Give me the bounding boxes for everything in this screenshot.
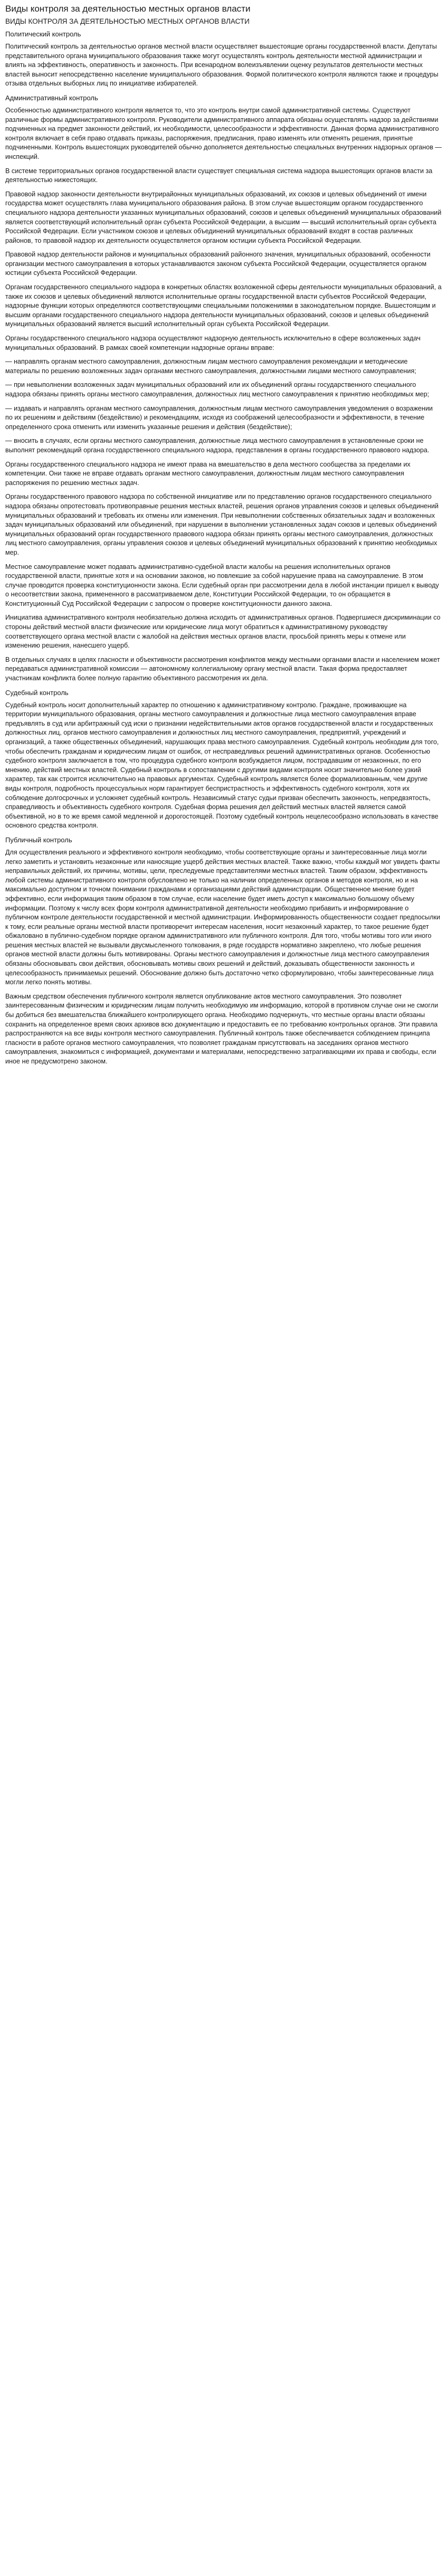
section-heading: Публичный контроль	[5, 835, 72, 844]
list-item: — вносить в случаях, если органы местного самоуправления, должностные лица местного самоуправления в установленные сроки не выполнят рекомендаций органа государственного специального надзора, представления в органы государственного правового надзора.	[5, 437, 430, 454]
paragraph: Органам государственного специального надзора в конкретных областях возложенной сферы деятельности муниципальных образований, а также их союзов и целевых объединений являются исполнительные органы государственной власти субъектов Российской Федерации, надзорные функции которых определяются соответствующими специальными положениями в законодательном порядке. Вышестоящим и высшим органами государственного специального надзора деятельности муниципальных образований, союзов и целевых объединений муниципальных образований является высший исполнительный орган субъекта Российской Федерации.	[5, 283, 442, 328]
section-heading: Административный контроль	[5, 93, 98, 102]
paragraph: Органы государственного правового надзора по собственной инициативе или по представлению органов государственного специального надзора обязаны опротестовать противоправные решения местных властей, решения органов управления союзов и целевых объединений муниципальных образований и требовать их отмены или изменения. При невыполнении собственных обязательных задач и возложенных задач муниципальных образований или объединений, при нарушении в выполнении установленных задач союзов и целевых объединений муниципальных образований орган государственного правового надзора обязан принять органы местного самоуправления, должностных лиц местного самоуправления, органы управления союзов и целевых объединений муниципальных образований к принятию необходимых мер.	[5, 493, 439, 556]
page-subtitle: ВИДЫ КОНТРОЛЯ ЗА ДЕЯТЕЛЬНОСТЬЮ МЕСТНЫХ ОРГАНОВ ВЛАСТИ	[5, 17, 250, 25]
paragraph: Правовой надзор законности деятельности внутрирайонных муниципальных образований, их союзов и целевых объединений от имени государства может осуществлять глава муниципального образования района. В этом случае вышестоящим органом государственного специального надзора деятельности указанных муниципальных образований, союзов и целевых объединений муниципальных образований является соответствующий исполнительный орган субъекта Российской Федерации, а высшим — высший исполнительный орган субъекта Российской Федерации. Если участником союзов и целевых объединений муниципальных образований входят в состав различных районов, то правовой надзор их деятельности осуществляется органом юстиции субъекта Российской Федерации.	[5, 190, 442, 244]
paragraph: Органы государственного специального надзора не имеют права на вмешательство в дела местного сообщества за пределами их компетенции. Они также не вправе отдавать органам местного самоуправления, должностным лицам местного самоуправления распоряжения по решению местных задач.	[5, 460, 411, 487]
section-heading: Судебный контроль	[5, 688, 69, 697]
section-administrative	[5, 93, 442, 683]
paragraph: Для осуществления реального и эффективного контроля необходимо, чтобы соответствующие органы и заинтересованные лица могли легко заметить и установить незаконные или наносящие ущерб действия местных властей. Также важно, чтобы каждый мог увидеть факты неправильных действий, их причины, мотивы, цели, преследуемые представителями местных властей. Таким образом, эффективность любой системы административного контроля обусловлено не только на наличии определенных органов и методов контроля, но и на максимально доступном и точном понимании гражданами и организациями действий администрации. Общественное мнение будет эффективно, если информация таким образом в том случае, если население будет иметь доступ к максимально большому объему информации. Поэтому к числу всех форм контроля административной деятельности необходимо прибавить и информирование о публичном контроле деятельности государственной и местной администрации. Информированность общественности создает предпосылки к тому, если реальные органы местной власти противоречит интересам населения, носит незаконный характер, то такое решение будет обжаловано в публично-судебном порядке органом административного или публичного контроля. Для того, чтобы мотивы того или иного решения местных властей не вызывали двусмысленного толкования, в ряде государств нормативно закреплено, что любые решения органов местной власти должны быть мотивированы. Органы местного самоуправления и должностные лица местного самоуправления обязаны обосновывать свои действия, обосновывать мотивы своих решений и действий, доказывать общественности законность и целесообразность принимаемых решений. Обоснование должно быть достаточно четко сформулировано, чтобы заинтересованные лица могли легко понять мотивы.	[5, 848, 441, 986]
paragraph: В отдельных случаях в целях гласности и объективности рассмотрения конфликтов между местными органами власти и населением может передаваться административной комиссии — автономному коллегиальному органу местной власти. Такая форма предоставляет участникам конфликта более полную гарантию объективного рассмотрения их дела.	[5, 655, 440, 682]
paragraph: Правовой надзор деятельности районов и муниципальных образований районного значения, муниципальных образований, особенности организации местного самоуправления в которых устанавливаются законом субъекта Российской Федерации, осуществляется органом юстиции субъекта Российской Федерации.	[5, 251, 431, 277]
paragraph: Особенностью административного контроля является то, что это контроль внутри самой административной системы. Существуют различные формы административного контроля. Руководители административного аппарата обязаны осуществлять надзор за действиями подчиненных на предмет законности действий, их необходимости, целесообразности и эффективности. Данная форма административного контроля включает в себя право отдавать приказы, распоряжения, предписания, право изменять или отменять решения, принятые подчиненными. Контроль вышестоящих руководителей обычно дополняется деятельностью специальных внутренних надзорных органов — инспекций.	[5, 106, 442, 160]
list-item: — направлять органам местного самоуправления, должностным лицам местного самоуправления рекомендации и методические материалы по решению возложенных задач органами местного самоуправления, должностными лицами местного самоуправления;	[5, 358, 416, 375]
paragraph: Органы государственного специального надзора осуществляют надзорную деятельность исключительно в сфере возложенных задач муниципальных образований. В рамках своей компетенции надзорные органы вправе:	[5, 335, 421, 351]
list-item: — издавать и направлять органам местного самоуправления, должностным лицам местного самоуправления уведомления о возражении по их решениям и действиям (бездействию) и рекомендациям, исходя из соображений целесообразности и эффективности, в течение определенного срока отменить или изменить указанные решения и действия (бездействие);	[5, 404, 433, 431]
paragraph: Важным средством обеспечения публичного контроля является опубликование актов местного самоуправления. Это позволяет заинтересованным физическим и юридическим лицам получить необходимую им информацию, которой в противном случае они не смогли бы добиться без вмешательства ближайшего контролирующего органа. Необходимо подчеркнуть, что местные органы власти обязаны сохранить на определенное время своих архивов всю документацию и предоставить ее по требованию контрольных органов. Эти правила распространяются на все виды контроля местного самоуправления. Публичный контроль также обеспечивается соблюдением принципа гласности в работе органов местного самоуправления, что позволяет гражданам присутствовать на заседаниях органов местного самоуправления, знакомиться с информацией, документами и материалами, непосредственно затрагивающими их права и свободы, если иное не предусмотрено законом.	[5, 992, 439, 1065]
paragraph: Местное самоуправление может подавать административно-судебной власти жалобы на решения исполнительных органов государственной власти, принятые хотя и на основании законов, но повлекшие за собой нарушение права на самоуправление. В этом случае проводится проверка конституционности закона. Если судебный орган при рассмотрении дела в любой инстанции пришел к выводу о несоответствии закона, примененного в рассматриваемом деле, Конституции Российской Федерации, то он обращается в Конституционный Суд Российской Федерации с запросом о проверке конституционности данного закона.	[5, 563, 439, 607]
paragraph: Инициатива административного контроля необязательно должна исходить от административных органов. Подвергшиеся дискриминации со стороны действий местной власти физические или юридические лица могут обратиться к административному руководству соответствующего органа местной власти с жалобой на действия местных органов власти, просьбой принять меры к отмене или изменению решения, нанесшего ущерб.	[5, 614, 441, 650]
paragraph: Судебный контроль носит дополнительный характер по отношению к административному контролю. Граждане, проживающие на территории муниципального образования, органы местного самоуправления и должностные лица местного самоуправления вправе предъявлять в суд или арбитражный суд иски о признании недействительными актов органов государственной власти и государственных должностных лиц, органов местного самоуправления и должностных лиц местного самоуправления, предприятий, учреждений и организаций, а также общественных объединений, нарушающих права местного самоуправления. Судебный контроль необходим для того, чтобы обеспечить гражданам и юридическим лицам от ошибок, от несправедливых решений административных органов. Особенностью судебного контроля заключается в том, что процедура судебного контроля возбуждается лицом, пострадавшим от незаконных, по его мнению, действий местных властей. Судебный контроль в сопоставлении с другими видами контроля носит значительно более узкий характер, так как строится исключительно на правовых аргументах. Судебный контроль является более формализованным, чем другие виды контроля, подробность процессуальных норм гарантирует беспристрастность и эффективность судебного контроля, хотя их соблюдение долгосрочных и усложняет судебный контроль. Независимый статус судьи призван обеспечить законность, непредвзятость, справедливость и объективность судебного контроля. Судебная форма решения дел действий местных властей является самой объективной, но в то же время самой медленной и дорогостоящей. Поэтому судебный контроль нецелесообразно использовать в качестве основного средства контроля.	[5, 701, 439, 830]
paragraph: Политический контроль за деятельностью органов местной власти осуществляет вышестоящие органы государственной власти. Депутаты представительного органа муниципального образования также могут осуществлять контроль деятельности местной администрации и влиять на эффективность, оперативность и законность. При всенародном волеизъявлении оценку результатов деятельности местных властей выносит непосредственно население муниципального образования. Формой политического контроля являются также и процедуры отзыва отдельных выборных лиц по инициативе избирателей.	[5, 43, 439, 88]
paragraph: В системе территориальных органов государственной власти существует специальная система надзора вышестоящих органов власти за деятельностью нижестоящих.	[5, 167, 433, 184]
section-political	[5, 30, 442, 89]
section-public	[5, 835, 442, 1067]
section-judicial	[5, 688, 442, 831]
section-heading: Политический контроль	[5, 30, 81, 38]
document	[0, 0, 447, 1078]
page-title: Виды контроля за деятельностью местных органов власти	[5, 4, 251, 14]
list-item: — при невыполнении возложенных задач муниципальных образований или их объединений органы государственного специального надзора обязаны принять органы местного самоуправления, должностных лиц местного самоуправления к принятию необходимых мер;	[5, 381, 430, 398]
